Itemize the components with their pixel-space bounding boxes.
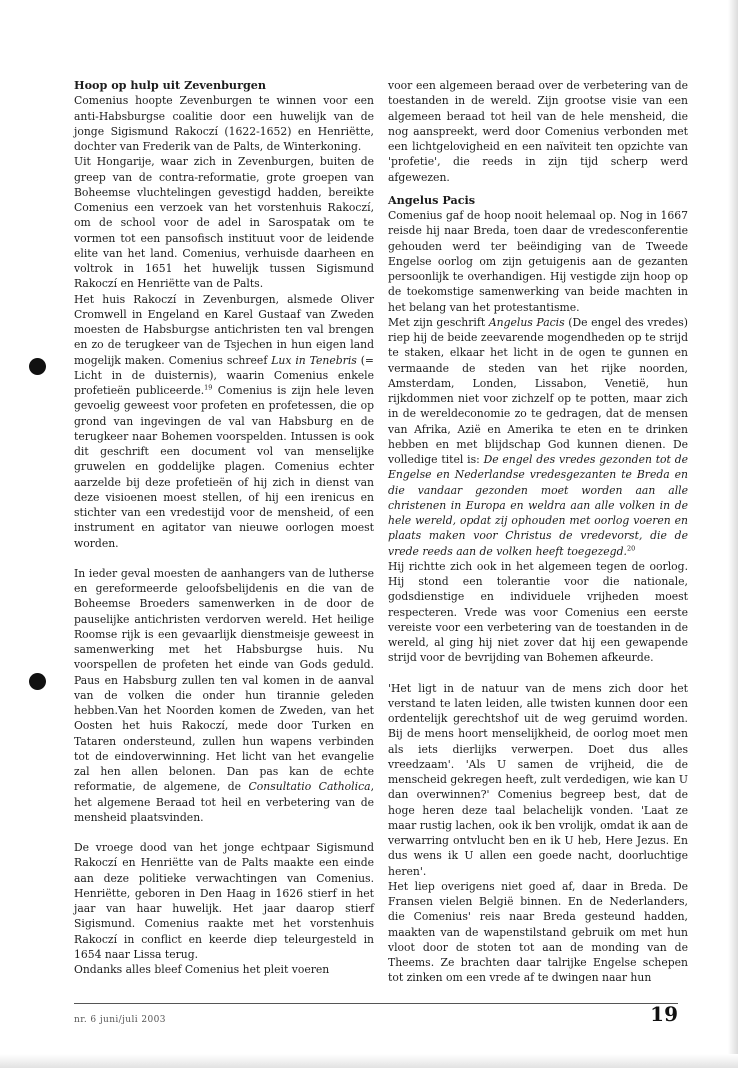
paragraph: 'Het ligt in de natuur van de mens zich door het verstand te laten leiden, alle twisten kunnen door een ordentelijk gerechtshof uit de weg geruimd worden. Bij de mens hoort menselijkheid, de oorlog moet men als iets dierlijks verwerpen. Doet dus alles vreedzaam'. 'Als U samen de vrijheid, die de menscheid gekregen heeft, zult verdedigen, wie kan U dan overwinnen?' Comenius begreep best, dat de hoge heren deze taal belachelijk vonden. 'Laat ze maar rustig lachen, ook ik ben vrolijk, omdat ik aan de verwarring ontvlucht ben en ik U heb, Here Jezus. En dus wens ik U allen een goede nacht, doorluchtige heren'. bbox=[388, 681, 688, 878]
text-run: (= Licht in de duisternis), waarin Comenius enkele profetieën publiceerde. bbox=[74, 353, 374, 397]
title-consultatio-catholica: Consultatio Catholica bbox=[248, 780, 371, 794]
paragraph bbox=[388, 315, 688, 559]
paragraph: De vroege dood van het jonge echtpaar Sigismund Rakoczí en Henriëtte van de Palts maakte een einde aan deze politieke verwachtingen van Comenius. Henriëtte, geboren in Den Haag in 1626 stierf in het jaar van haar huwelijk. Het jaar daarop stierf Sigismund. Comenius raakte met het vorstenhuis Rakoczí in conflict en keerde diep teleurgesteld in 1654 naar Lissa terug. bbox=[74, 841, 374, 961]
punch-hole-upper bbox=[29, 358, 46, 375]
paragraph: Ondanks alles bleef Comenius het pleit voeren bbox=[74, 963, 330, 976]
footnote-ref-19: 19 bbox=[204, 383, 213, 392]
page-edge-shadow bbox=[728, 0, 738, 1068]
text-run: Comenius is zijn hele leven gevoelig geweest voor profeten en profetessen, die op grond van ingevingen de val van Habsburg en de terugkeer naar Bohemen voorspelden. Intussen is ook dit geschrift een document vol van menselijke gruwelen en goddelijke plagen. Comenius echter aarzelde bij deze profetieën of hij zich in dienst van deze visioenen moest stellen, of hij een irenicus en stichter van een vredestijd voor de mensheid, of een instrument en agitator van nieuwe oorlogen moest worden. bbox=[74, 384, 375, 550]
text-run: (De engel des vredes) riep hij de beide zeevarende mogendheden op te strijd te staken, elkaar het licht in de ogen te gunnen en vermaande de steden van het rijke noorden, Amsterdam, Londen, Lissabon, Venetië, hun rijkdommen niet voor zichzelf op te potten, maar zich in de wereldeconomie zo te gedragen, dat de mensen van Afrika, Azië en Amerika te eten en te drinken hebben en met blijdschap God kunnen dienen. De volledige titel is: bbox=[388, 315, 688, 466]
section-heading-angelus-pacis: Angelus Pacis bbox=[388, 192, 476, 207]
text-run: In ieder geval moesten de aanhangers van de lutherse en gereformeerde geloofsbelijdenis en die van de Boheemse Broeders samenwerken in de door de pauselijke antichristen verdorven wereld. Het heilige Roomse rijk is een gevaarlijk dienstmeisje geweest in samenwerking met het Habsburgse huis. Nu voorspellen de profeten het einde van Gods geduld. Paus en Habsburg zullen ten val komen in de aanval van de volken die onder hun tirannie geleden hebben.Van het Noorden komen de Zweden, van het Oosten het huis Rakoczí, mede door Turken en Tataren ondersteund, zullen hun wapens verbinden tot de eindoverwinning. Het licht van het evangelie zal hen allen belonen. Dan pas kan de echte reformatie, de algemene, de bbox=[74, 566, 374, 794]
text-run: Het huis Rakoczí in Zevenburgen, alsmede Oliver Cromwell in Engeland en Karel Gustaaf van Zweden moesten de Habsburgse antichristen ten val brengen en zo de terugkeer van de Tsjechen in hun eigen land mogelijk maken. Comenius schreef bbox=[74, 292, 374, 367]
paragraph: voor een algemeen beraad over de verbetering van de toestanden in de wereld. Zijn grootse visie van een algemeen beraad tot heil van de hele mensheid, die nog aanspreekt, werd door Comenius verbonden met een lichtgelovigheid en een naïviteit ten opzichte van 'profetie', die reeds in zijn tijd scherp werd afgewezen. bbox=[388, 79, 688, 184]
paragraph: Het liep overigens niet goed af, daar in Breda. De Fransen vielen België binnen. En de Nederlanders, die Comenius' reis naar Breda gesteund hadden, maakten van de wapenstilstand gebruik om met hun vloot door de stoten tot aan de monding van de Theems. Ze brachten daar talrijke Engelse schepen tot zinken om een vrede af te dwingen naar hun bbox=[388, 879, 688, 985]
paragraph bbox=[74, 566, 374, 825]
paragraph: Comenius gaf de hoop nooit helemaal op. Nog in 1667 reisde hij naar Breda, toen daar de vredesconferentie gehouden werd ter beëindiging van de Tweede Engelse oorlog om zijn getuigenis aan de gezanten persoonlijk te overhandigen. Hij vestigde zijn hoop op de toekomstige samenwerking van beide machten in het belang van het protestantisme. bbox=[388, 209, 688, 314]
footer-rule bbox=[74, 1003, 678, 1004]
section-heading-zevenburgen: Hoop op hulp uit Zevenburgen bbox=[74, 78, 267, 92]
book-title-lux-in-tenebris: Lux in Tenebris bbox=[271, 353, 357, 367]
footnote-ref-20: 20 bbox=[626, 543, 636, 552]
full-title-quote: De engel des vredes gezonden tot de Engelse en Nederlandse vredesgezanten te Breda en die vandaar gezonden moet worden aan alle christenen in Europa en weldra aan alle volken in de hele wereld, opdat zij ophouden met oorlog voeren en plaats maken voor Christus de vredevorst, die de vrede reeds aan de volken heeft toegezegd. bbox=[388, 453, 688, 558]
right-column bbox=[388, 78, 688, 986]
page-bottom-shadow bbox=[0, 1054, 738, 1068]
left-column bbox=[74, 78, 374, 977]
page-number: 19 bbox=[650, 1002, 678, 1026]
issue-label: nr. 6 juni/juli 2003 bbox=[74, 1015, 166, 1025]
paragraph: Uit Hongarije, waar zich in Zevenburgen, buiten de greep van de contra-reformatie, grote groepen van Boheemse vluchtelingen gevestigd hadden, bereikte Comenius een verzoek van het vorstenhuis Rakoczí, om de school voor de adel in Sarospatak om te vormen tot een pansofisch instituut voor de leidende elite van het land. Comenius, verhuisde daarheen en voltrok in 1651 het huwelijk tussen Sigismund Rakoczí en Henriëtte van de Palts. bbox=[74, 155, 374, 291]
punch-hole-lower bbox=[29, 673, 46, 690]
book-title-angelus-pacis: Angelus Pacis bbox=[488, 315, 565, 329]
paragraph bbox=[74, 292, 374, 551]
text-run: , het algemene Beraad tot heil en verbetering van de mensheid plaatsvinden. bbox=[74, 780, 374, 824]
paragraph: Comenius hoopte Zevenburgen te winnen voor een anti-Habsburgse coalitie door een huwelijk van de jonge Sigismund Rakoczí (1622-1652) en Henriëtte, dochter van Frederik van de Palts, de Winterkoning. bbox=[74, 94, 374, 153]
paragraph: Hij richtte zich ook in het algemeen tegen de oorlog. Hij stond een tolerantie voor die nationale, godsdienstige en individuele vrijheden moest respecteren. Vrede was voor Comenius een eerste vereiste voor een verbetering van de toestanden in de wereld, al ging hij niet zover dat hij een gewapende strijd voor de bevrijding van Bohemen afkeurde. bbox=[388, 559, 688, 665]
text-run: Met zijn geschrift bbox=[388, 315, 489, 329]
